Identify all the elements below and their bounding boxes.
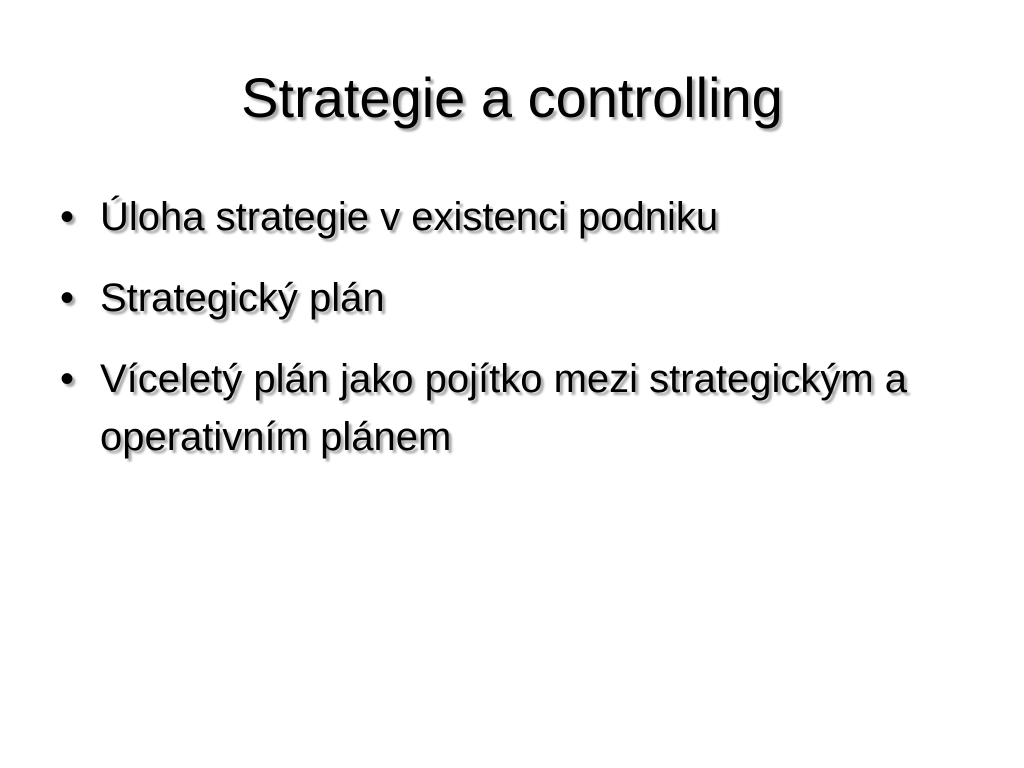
bullet-text: Úloha strategie v existenci podniku bbox=[100, 195, 719, 239]
bullet-text: Víceletý plán jako pojítko mezi strategickým a operativním plánem bbox=[100, 357, 908, 459]
bullet-icon: • bbox=[60, 357, 75, 401]
bullet-icon: • bbox=[60, 195, 75, 239]
bullet-item bbox=[60, 269, 960, 327]
bullet-list bbox=[60, 188, 960, 466]
bullet-item bbox=[60, 350, 960, 466]
bullet-text: Strategický plán bbox=[100, 276, 385, 320]
slide-title: Strategie a controlling bbox=[241, 66, 783, 129]
bullet-item bbox=[60, 188, 960, 246]
bullet-icon: • bbox=[60, 276, 75, 320]
